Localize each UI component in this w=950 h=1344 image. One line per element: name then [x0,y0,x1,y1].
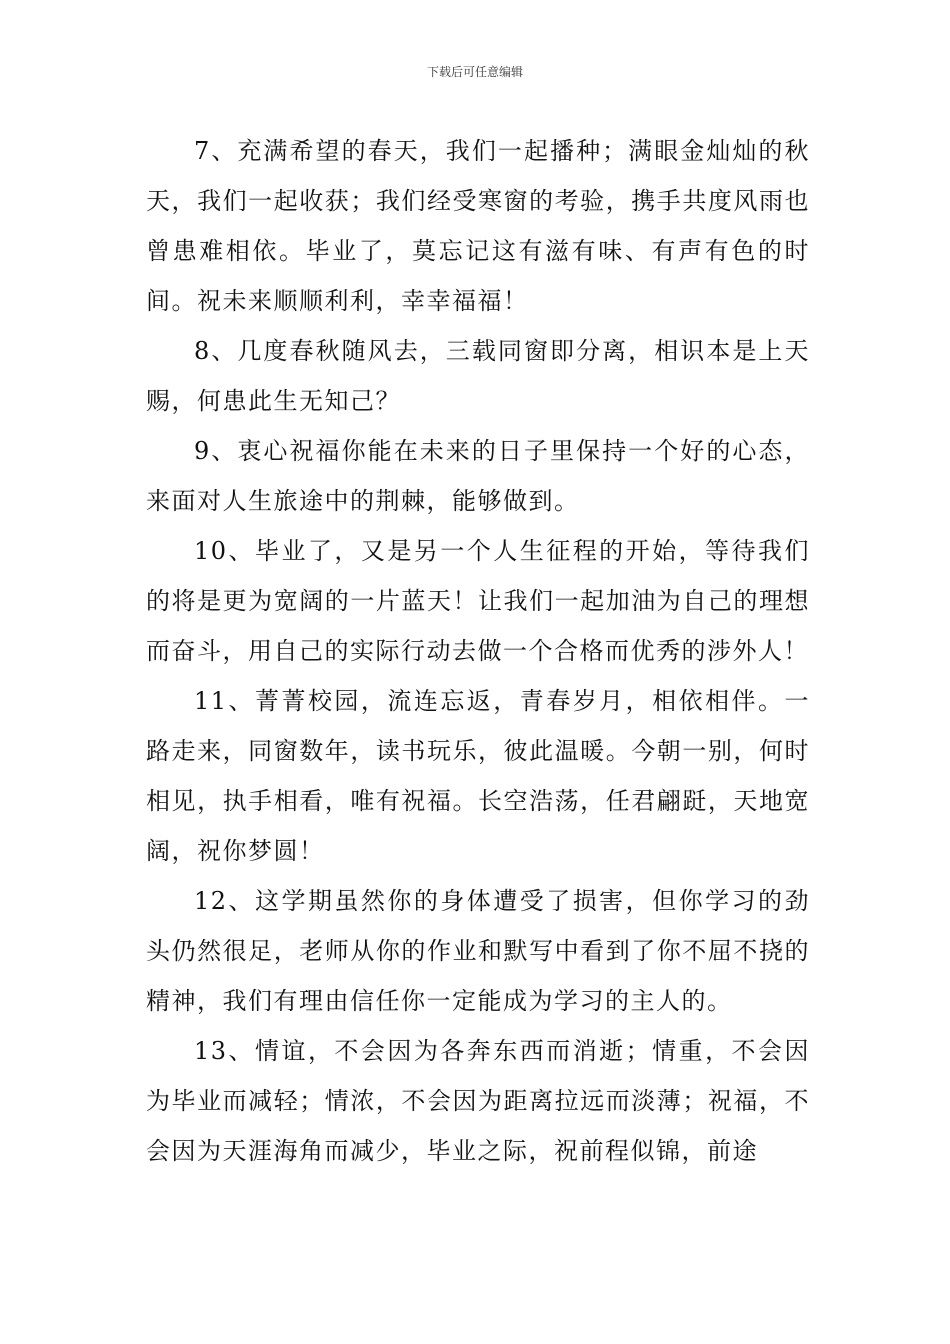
document-body [146,126,810,1176]
paragraph-9: 9、衷心祝福你能在未来的日子里保持一个好的心态，来面对人生旅途中的荆棘，能够做到。 [146,437,810,515]
paragraph-11: 11、菁菁校园，流连忘返，青春岁月，相依相伴。一路走来，同窗数年，读书玩乐，彼此温暖。今朝一别，何时相见，执手相看，唯有祝福。长空浩荡，任君翩跹，天地宽阔，祝你梦圆！ [146,687,810,865]
page-header: 下载后可任意编辑 [426,65,523,79]
paragraph-13: 13、情谊，不会因为各奔东西而消逝；情重，不会因为毕业而减轻；情浓，不会因为距离拉远而淡薄；祝福，不会因为天涯海角而减少，毕业之际，祝前程似锦，前途 [146,1037,810,1165]
paragraph-12: 12、这学期虽然你的身体遭受了损害，但你学习的劲头仍然很足，老师从你的作业和默写中看到了你不屈不挠的精神，我们有理由信任你一定能成为学习的主人的。 [146,887,810,1015]
paragraph-7: 7、充满希望的春天，我们一起播种；满眼金灿灿的秋天，我们一起收获；我们经受寒窗的考验，携手共度风雨也曾患难相依。毕业了，莫忘记这有滋有味、有声有色的时间。祝未来顺顺利利，幸幸福福！ [146,137,810,315]
paragraph-8: 8、几度春秋随风去，三载同窗即分离，相识本是上天赐，何患此生无知己？ [146,337,810,415]
paragraph-10: 10、毕业了，又是另一个人生征程的开始，等待我们的将是更为宽阔的一片蓝天！让我们一起加油为自己的理想而奋斗，用自己的实际行动去做一个合格而优秀的涉外人！ [146,537,810,665]
